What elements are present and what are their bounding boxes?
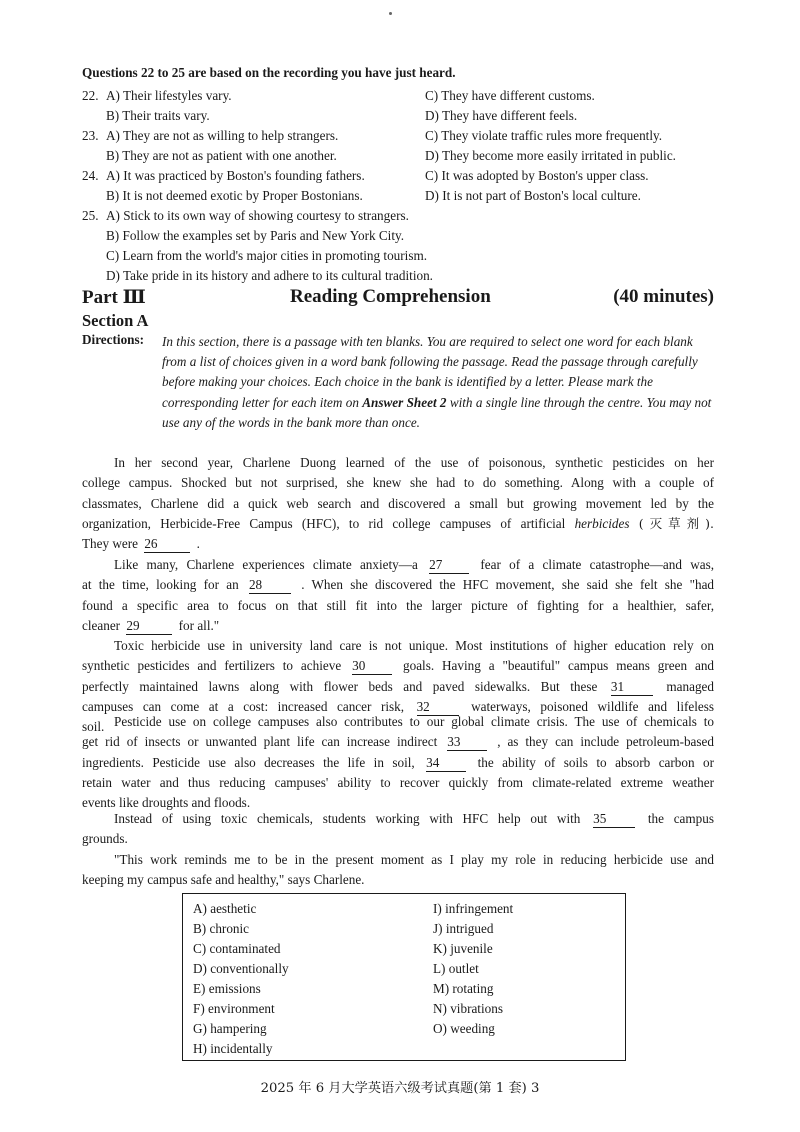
part-time: (40 minutes) [613,286,714,307]
word-option-n: N) vibrations [433,1001,503,1016]
chinese-gloss: (灭草剂). [638,515,714,531]
part-title: Reading Comprehension [290,286,491,307]
text-span: managed [666,678,714,694]
blank-29[interactable]: 29 [126,618,172,635]
option-c: C) It was adopted by Boston's upper class. [425,168,649,183]
text-span: . When she discovered the HFC movement, she said she felt she "had [301,577,715,593]
question-number: 22. [82,88,99,103]
blank-28[interactable]: 28 [249,577,291,594]
option-b: B) Follow the examples set by Paris and New York City. [106,228,405,243]
word-bank-left-column [193,899,289,1059]
blank-27[interactable]: 27 [429,557,469,574]
question-number: 24. [82,168,99,183]
text-line [82,677,714,697]
page-footer: 2025 年 6 月大学英语六级考试真题(第 1 套) 3 [260,1081,540,1096]
text-line [82,555,714,575]
text-line [82,514,714,534]
text-line [82,753,714,773]
option-a: A) Stick to its own way of showing courtesy to strangers. [106,208,409,223]
option-d: D) They become more easily irritated in public. [425,148,676,163]
text-span: , as they can include petroleum-based [497,734,714,750]
text-span: . [196,536,200,552]
text-line [82,656,714,676]
text-line: keeping my campus safe and healthy," says Charlene. [82,872,365,888]
text-line: In her second year, Charlene Duong learned of the use of poisonous, synthetic pesticides on her [114,455,714,470]
questions-heading: Questions 22 to 25 are based on the recording you have just heard. [82,65,456,80]
text-line: Toxic herbicide use in university land care is not unique. Most institutions of higher education rely on [114,638,714,653]
word-option-o: O) weeding [433,1021,495,1036]
word-option-g: G) hampering [193,1021,267,1036]
word-option-f: F) environment [193,1001,275,1016]
text-span: They were [82,536,139,552]
text-line: events like droughts and floods. [82,795,251,811]
paragraph-4 [82,712,714,813]
word-option-l: L) outlet [433,961,479,976]
text-line [82,616,714,636]
text-span: waterways, poisoned wildlife and lifeless [471,698,715,714]
option-d: D) They have different feels. [425,108,578,123]
word-option-m: M) rotating [433,981,494,996]
scan-dot [389,12,392,15]
text-span: the ability of soils to absorb carbon or [477,754,715,770]
word-option-i: I) infringement [433,901,514,916]
part-header [82,286,714,312]
option-d: D) Take pride in its history and adhere to its cultural tradition. [106,268,433,283]
option-c: C) They violate traffic rules more frequently. [425,128,663,143]
word-option-a: A) aesthetic [193,901,257,916]
italic-term: herbicides [574,515,630,531]
part-label: Part Ⅲ [82,287,146,308]
text-line: found a specific area to focus on that still fit into the larger picture of fighting for a healthier, safer, [82,597,714,613]
option-c: C) Learn from the world's major cities in promoting tourism. [106,248,428,263]
answer-sheet-ref: Answer Sheet 2 [362,394,447,410]
text-line: retain water and thus reducing campuses' ability to recover quickly from climate-related extreme weather [82,774,714,790]
word-option-b: B) chronic [193,921,250,936]
word-bank-right-column [433,899,513,1039]
blank-26[interactable]: 26 [144,536,190,553]
question-number: 25. [82,208,99,223]
text-span: the campus [647,811,714,826]
blank-31[interactable]: 31 [611,679,653,696]
blank-32[interactable]: 32 [417,699,459,716]
text-line [82,732,714,752]
word-option-d: D) conventionally [193,961,289,976]
text-line [82,575,714,595]
text-span: ingredients. Pesticide use also decreases the life in soil, [82,754,415,770]
paragraph-1 [82,453,714,554]
option-a: A) It was practiced by Boston's founding fathers. [106,168,365,183]
text-span: goals. Having a "beautiful" campus means green and [403,658,715,674]
word-option-c: C) contaminated [193,941,281,956]
word-option-j: J) intrigued [433,921,494,936]
option-b: B) They are not as patient with one another. [106,148,337,163]
text-line: college campus. Shocked but not surprised, she knew she had to do something. Along with a couple of [82,475,714,491]
option-c: C) They have different customs. [425,88,595,103]
text-line [82,809,714,829]
option-b: B) It is not deemed exotic by Proper Bostonians. [106,188,363,203]
word-option-k: K) juvenile [433,941,493,956]
option-b: B) Their traits vary. [106,108,210,123]
text-line: "This work reminds me to be in the present moment as I play my role in reducing herbicide use and [114,852,714,867]
word-option-h: H) incidentally [193,1041,273,1056]
text-line: Pesticide use on college campuses also contributes to our global climate crisis. The use of chemicals to [114,714,714,729]
paragraph-6 [82,850,714,891]
option-d: D) It is not part of Boston's local culture. [425,188,641,203]
text-span: Instead of using toxic chemicals, students working with HFC help out with [114,811,581,826]
word-option-e: E) emissions [193,981,261,996]
blank-33[interactable]: 33 [447,734,487,751]
text-line: soil. [82,719,105,735]
paragraph-5 [82,809,714,850]
text-span: fear of a climate catastrophe—and was, [480,557,714,572]
text-span: for all." [178,617,220,633]
option-a: A) Their lifestyles vary. [106,88,232,103]
text-line [82,534,714,554]
blank-35[interactable]: 35 [593,811,635,828]
section-title: Section A [82,311,149,330]
text-span: cleaner [82,617,121,633]
directions-part-2: with a single line through the centre. You may not use any of the words in the bank more than once. [162,394,712,430]
directions-text [162,332,712,433]
question-number: 23. [82,128,99,143]
blank-30[interactable]: 30 [352,658,392,675]
directions-part-1: In this section, there is a passage with ten blanks. You are required to select one word for each blank from a list of choices given in a word bank following the passage. Read the passage through carefully before making your choices. Each choice in the bank is identified by a letter. Please mark the corresponding letter for each item on [162,334,698,410]
option-a: A) They are not as willing to help strangers. [106,128,339,143]
text-span: get rid of insects or unwanted plant life can increase indirect [82,734,438,750]
paragraph-2 [82,555,714,636]
text-span: perfectly maintained lawns along with flower beds and paved sidewalks. But these [82,678,598,694]
text-span: synthetic pesticides and fertilizers to achieve [82,658,342,674]
text-line: grounds. [82,831,128,847]
text-line: classmates, Charlene did a quick web search and discovered a small but growing movement led by the [82,495,714,511]
text-span: Like many, Charlene experiences climate anxiety—a [114,557,418,572]
text-span: organization, Herbicide-Free Campus (HFC), to rid college campuses of artificial [82,515,566,531]
text-span: campuses can come at a cost: increased cancer risk, [82,698,405,714]
text-span: at the time, looking for an [82,577,239,593]
directions-label: Directions: [82,332,145,347]
blank-34[interactable]: 34 [426,755,466,772]
word-bank [182,893,626,1061]
